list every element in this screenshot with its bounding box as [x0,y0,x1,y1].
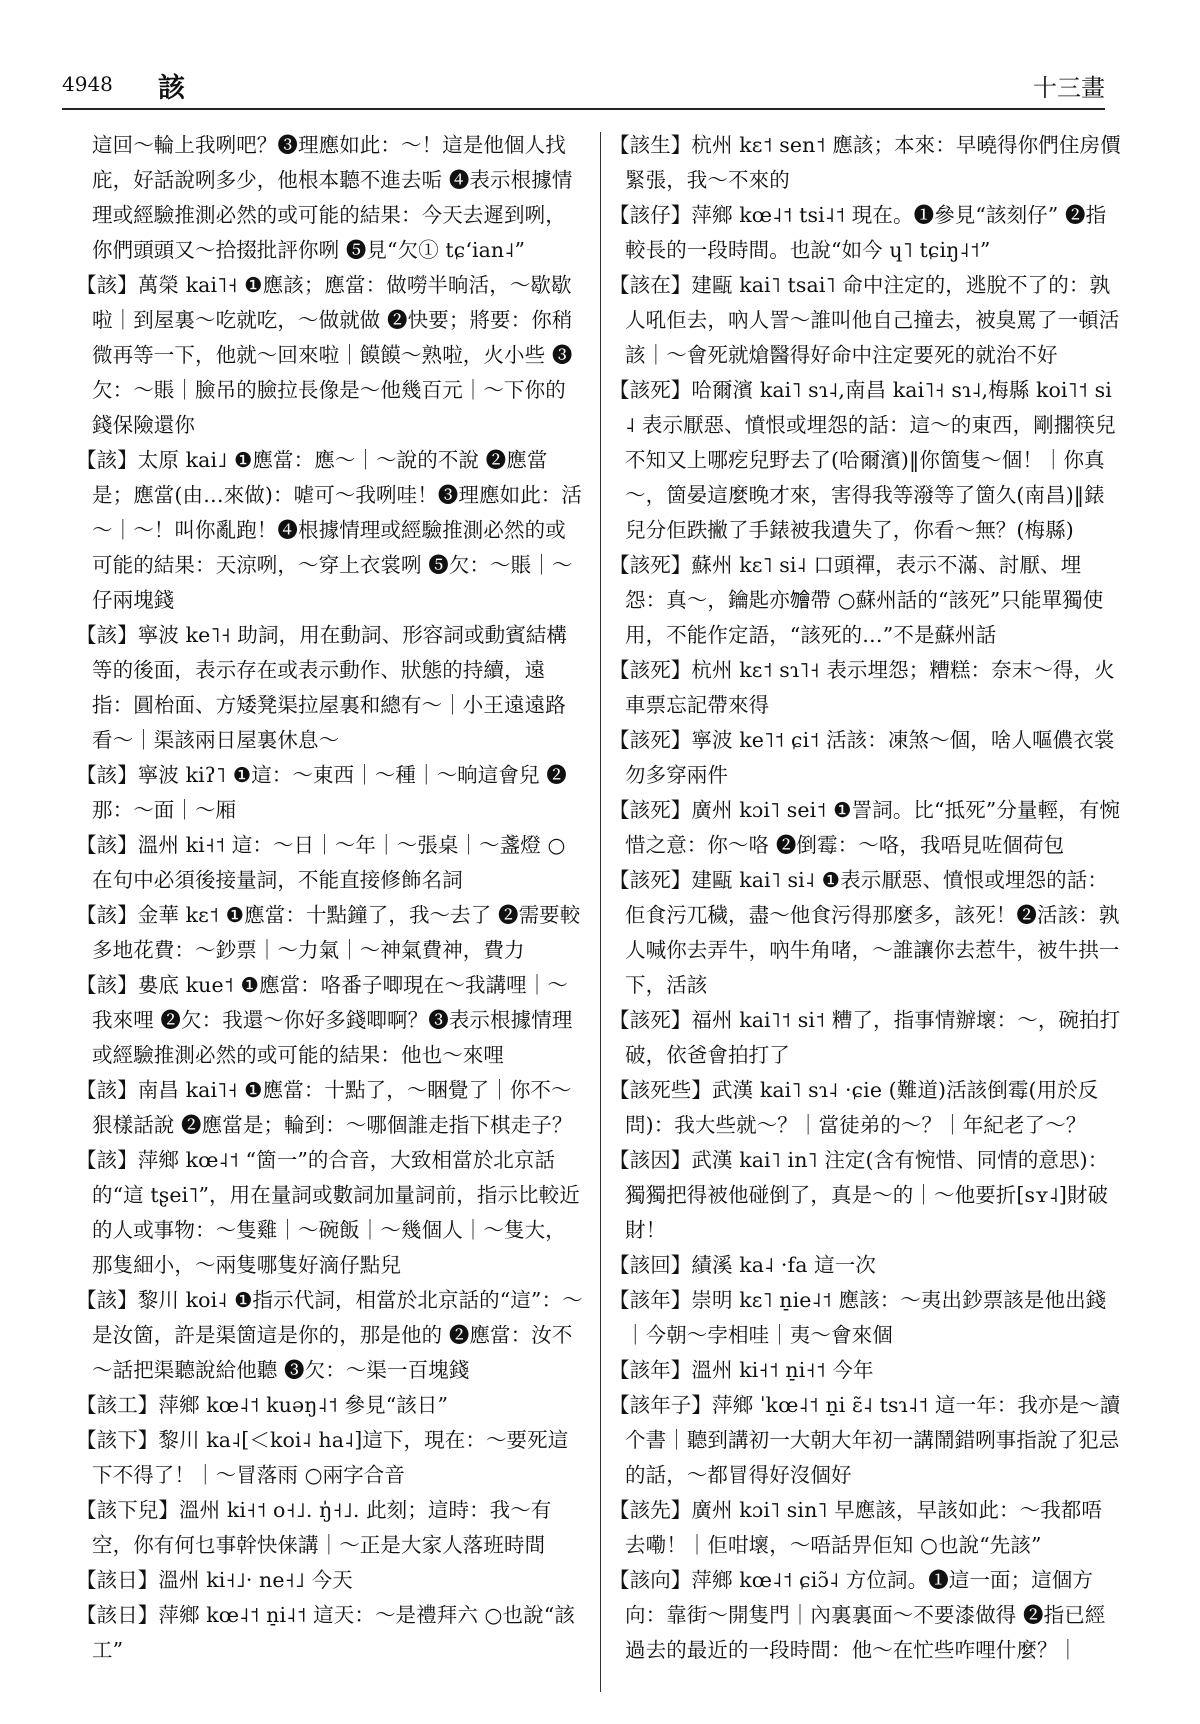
dictionary-entry: 【該】金華 kɛ˦ ❶應當：十點鐘了，我～去了 ❷需要較多地花費：～鈔票｜～力氣｜～神氣費神，費力 [76,903,581,962]
dictionary-entry: 【該因】武漢 kai˥ in˥ 注定(含有惋惜、同情的意思)：獨獨把得被他碰倒了，真是～的｜～他要折[sʏ˨]財破財！ [609,1148,1109,1242]
dictionary-entry: 【該死】蘇州 kɛ˥ si˨ 口頭禪，表示不滿、討厭、埋怨：真～，鑰匙亦𣍐帶 ○蘇州話的“該死”只能單獨使用，不能作定語，“該死的…”不是蘇州話 [609,553,1104,647]
right-column [609,128,1121,1668]
dictionary-entry: 【該死】哈爾濱 kai˥ sɿ˨,南昌 kai˥˧ sɿ˨,梅縣 koi˥˦ si˨ 表示厭惡、憤恨或埋怨的話：這～的東西，剛擱筷兒不知又上哪疙兒野去了(哈爾濱)‖你箇隻～個！｜你真～，箇晏這麼晚才來，害得我等潑等了箇久(南昌)‖錶兒分佢跌撇了手錶被我遺失了，你看～無？(梅縣) [609,378,1116,542]
left-column [76,128,586,1668]
dictionary-entry: 【該下】黎川 ka˨[＜koi˨ ha˨]這下，現在：～要死這下不得了！｜～冒落雨 ○兩字合音 [76,1428,569,1487]
dictionary-entry: 【該死】福州 kai˥˦ si˦ 糟了，指事情辦壞：～，碗拍打破，依爸會拍打了 [609,1008,1121,1067]
dictionary-entry: 【該】萍鄉 kœ˨˦ “箇一”的合音，大致相當於北京話的“這 tʂei˥”，用在量詞或數詞加量詞前，指示比較近的人或事物：～隻雞｜～碗飯｜～幾個人｜～隻大，那隻細小，～兩隻哪隻好滴仔點兒 [76,1148,580,1277]
column-divider [600,132,601,1692]
dictionary-entry: 【該死】廣州 kɔi˥ sei˦ ❶詈詞。比“抵死”分量輕，有惋惜之意：你～咯 ❷倒霉：～咯，我唔見咗個荷包 [609,798,1120,857]
dictionary-entry: 【該先】廣州 kɔi˥ sin˥ 早應該，早該如此：～我都唔去嘞！｜佢咁壞，～唔話畀佢知 ○也說“先該” [609,1498,1103,1557]
dictionary-entry: 【該向】萍鄉 kœ˨˦ ɕiɔ̃˨ 方位詞。❶這一面；這個方向：靠街～開隻門｜內裏裏面～不要漆做得 ❷指已經過去的最近的一段時間：他～在忙些咋哩什麼？｜ [609,1568,1106,1662]
dictionary-entry: 【該年】溫州 ki˧˦ n̠i˧˦ 今年 [609,1358,874,1382]
dictionary-entry: 【該】婁底 kue˦ ❶應當：咯番子唧現在～我講哩｜～我來哩 ❷欠：我還～你好多錢唧啊？❸表示根據情理或經驗推測必然的或可能的結果：他也～來哩 [76,973,573,1067]
dictionary-entry: 【該日】溫州 ki˧˩· ne˧˩ 今天 [76,1568,353,1592]
dictionary-entry: 【該日】萍鄉 kœ˨˦ n̠i˨˦ 這天：～是禮拜六 ○也說“該工” [76,1603,575,1662]
dictionary-entry: 【該死】杭州 kɛ˦ sɿ˥˧ 表示埋怨；糟糕：奈末～得，火車票忘記帶來得 [609,658,1115,717]
dictionary-entry: 【該】萬榮 kai˥˧ ❶應該；應當：做嘮半晌活，～歇歇啦｜到屋裏～吃就吃，～做就做 ❷快要；將要：你稍微再等一下，他就～回來啦｜饃饃～熟啦，火小些 ❸欠：～賬｜臉吊的臉拉長像是～他幾百元｜～下你的錢保險還你 [76,273,573,437]
dictionary-entry: 【該回】績溪 ka˨ ·fa 這一次 [609,1253,876,1277]
dictionary-entry: 【該死】建甌 kai˥ si˨ ❶表示厭惡、憤恨或埋怨的話：佢食污兀穢，盡～他食污得那麼多，該死！❷活該：孰人喊你去弄牛，吶牛角啫，～誰讓你去惹牛，被牛拱一下，活該 [609,868,1120,997]
header-rule [62,108,1105,110]
dictionary-entry: 【該】南昌 kai˥˧ ❶應當：十點了，～睏覺了｜你不～狠樣話說 ❷應當是；輪到：～哪個誰走指下棋走子？ [76,1078,573,1137]
dictionary-entry: 這回～輪上我咧吧？❸理應如此：～！這是他個人找庇，好話說咧多少，他根本聽不進去㖃 ❹表示根據情理或經驗推測必然的或可能的結果：今天去遲到咧，你們頭頭又～拾掇批評你咧 ❺見“欠① tɕʻian˨” [92,133,573,262]
page-number: 4948 [62,72,113,96]
dictionary-entry: 【該年】崇明 kɛ˥ n̠ie˨˦ 應該：～夷出鈔票該是他出錢｜今朝～孛相哇｜夷～會來個 [609,1288,1107,1347]
dictionary-entry: 【該死些】武漢 kai˥ sɿ˨ ·ɕie (難道)活該倒霉(用於反問)：我大些就～？｜當徒弟的～？｜年紀老了～？ [609,1078,1099,1137]
dictionary-entry: 【該】太原 kai˩ ❶應當：應～｜～說的不說 ❷應當是；應當(由…來做)：㖸可～我咧哇！❸理應如此：活～｜～！叫你亂跑！❹根據情理或經驗推測必然的或可能的結果：天涼咧，～穿上衣裳咧 ❺欠：～賬｜～仔兩塊錢 [76,448,582,612]
dictionary-entry: 【該年子】萍鄉 ˈkœ˨˦ n̠i ɛ̃˨ tsɿ˨˦ 這一年：我亦是～讀个書｜聽到講初一大朝大年初一講鬧錯咧事指說了犯忌的話，～都冒得好沒個好 [609,1393,1121,1487]
section-label: 十三畫 [1033,74,1105,102]
page-header [62,66,1105,106]
dictionary-entry: 【該生】杭州 kɛ˦ sen˦ 應該；本來：早曉得你們住房價緊張，我～不來的 [609,133,1121,192]
dictionary-entry: 【該】黎川 koi˨ ❶指示代詞，相當於北京話的“這”：～是汝箇，許是渠箇這是你的，那是他的 ❷應當：汝不～話把渠聽說給他聽 ❸欠：～渠一百塊錢 [76,1288,583,1382]
dictionary-entry: 【該下兒】溫州 ki˧˦ o˧˩. ŋ̍˧˩. 此刻；這時：我～有空，你有何乜事幹快俫講｜～正是大家人落班時間 [76,1498,552,1557]
dictionary-entry: 【該死】寧波 ke˥˦ ɕi˦ 活該：凍煞～個，啥人嘔儂衣裳勿多穿兩件 [609,728,1115,787]
dictionary-entry: 【該】寧波 kiʔ˥ ❶這：～東西｜～種｜～晌這會兒 ❷那：～面｜～厢 [76,763,567,822]
dictionary-entry: 【該】溫州 ki˧˦ 這：～日｜～年｜～張桌｜～盞燈 ○在句中必須後接量詞，不能直接修飾名詞 [76,833,566,892]
dictionary-entry: 【該工】萍鄉 kœ˨˦ kuəŋ˨˦ 參見“該日” [76,1393,449,1417]
running-headword: 該 [158,73,185,104]
dictionary-entry: 【該仔】萍鄉 kœ˨˦ tsi˨˦ 現在。❶參見“該刻仔” ❷指較長的一段時間。也說“如今 ɥ˥ tɕiŋ˨˦” [609,203,1107,262]
dictionary-entry: 【該在】建甌 kai˥ tsai˥ 命中注定的，逃脫不了的：孰人吼佢去，吶人詈～誰叫他自己撞去，被臭罵了一頓活該｜～會死就熗醫得好命中注定要死的就治不好 [609,273,1120,367]
dictionary-entry: 【該】寧波 ke˥˧ 助詞，用在動詞、形容詞或動賓結構等的後面，表示存在或表示動作、狀態的持續，遠指：圓枱面、方矮凳渠拉屋裏和總有～｜小王遠遠路看～｜渠該兩日屋裏休息～ [76,623,568,752]
